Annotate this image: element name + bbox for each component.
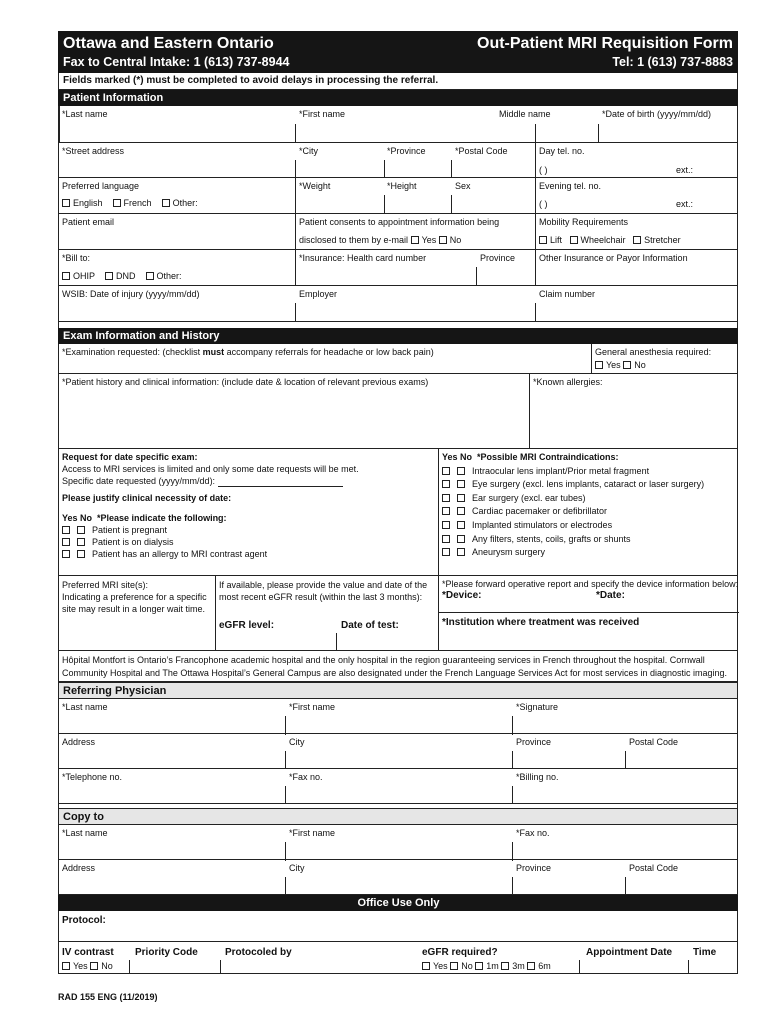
patient-row-language: Preferred language English French Other: *Weight *Height Sex Evening tel. no. ( ) ext.: bbox=[58, 178, 738, 214]
consent-no-checkbox[interactable] bbox=[439, 236, 447, 244]
patient-row-billing: *Bill to: OHIP DND Other: *Insurance: Health card number Province Other Insurance or Payor Information bbox=[58, 250, 738, 286]
iv-no-checkbox[interactable] bbox=[90, 962, 98, 970]
patient-city-label: *City bbox=[299, 146, 319, 156]
stretcher-checkbox[interactable] bbox=[633, 236, 641, 244]
evening-tel-label: Evening tel. no. bbox=[539, 181, 602, 191]
bill-to-label: *Bill to: bbox=[62, 253, 91, 263]
copy-province-label: Province bbox=[516, 863, 552, 873]
contra-yes-checkbox[interactable] bbox=[442, 535, 450, 543]
contra-no-checkbox[interactable] bbox=[457, 521, 465, 529]
anesthesia-no-checkbox[interactable] bbox=[623, 361, 631, 369]
site-egfr-row: Preferred MRI site(s): Indicating a preference for a specific site may result in a longer wait time. If available, please provide the value and date of the most recent eGFR result (within the last 3 months): eGFR level: Date of test: *Please forward operative report and specify the device information below: *Device: *Date: *Institution where treatment was received bbox=[58, 576, 738, 651]
protocoled-by-label: Protocoled by bbox=[225, 947, 292, 958]
dnd-checkbox[interactable] bbox=[105, 272, 113, 280]
exam-requested-row: *Examination requested: (checklist must accompany referrals for headache or low back pain) General anesthesia required: Yes No bbox=[58, 344, 738, 374]
egfr-no-checkbox[interactable] bbox=[450, 962, 458, 970]
patient-last-name-label: *Last name bbox=[62, 109, 108, 119]
history-label: *Patient history and clinical information: (include date & location of relevant previous exams) bbox=[62, 377, 429, 387]
contra-no-checkbox[interactable] bbox=[457, 507, 465, 515]
forward-report-label: *Please forward operative report and specify the device information below: bbox=[442, 579, 739, 589]
fax-number: Fax to Central Intake: 1 (613) 737-8944 bbox=[63, 55, 290, 69]
copy-city-label: City bbox=[289, 863, 305, 873]
iv-yes-checkbox[interactable] bbox=[62, 962, 70, 970]
patient-middle-name-label: Middle name bbox=[499, 109, 551, 119]
date-of-test-label: Date of test: bbox=[341, 620, 399, 631]
physician-section-title: Referring Physician bbox=[58, 682, 738, 698]
contra-no-checkbox[interactable] bbox=[457, 467, 465, 475]
egfr-level-label: eGFR level: bbox=[219, 620, 275, 631]
dialysis-no-checkbox[interactable] bbox=[77, 538, 85, 546]
copy-row-address bbox=[58, 860, 738, 895]
pregnant-yes-checkbox[interactable] bbox=[62, 526, 70, 534]
contra-yes-checkbox[interactable] bbox=[442, 507, 450, 515]
preferred-language-label: Preferred language bbox=[62, 181, 140, 191]
consent-text: Patient consents to appointment information being bbox=[299, 217, 500, 227]
physician-signature-label: *Signature bbox=[516, 702, 559, 712]
sex-label: Sex bbox=[455, 181, 471, 191]
mobility-label: Mobility Requirements bbox=[539, 217, 629, 227]
date-specific-title: Request for date specific exam: bbox=[62, 452, 198, 462]
contra-no-checkbox[interactable] bbox=[457, 535, 465, 543]
form-header bbox=[58, 31, 738, 73]
patient-dob-label: *Date of birth (yyyy/mm/dd) bbox=[602, 109, 712, 119]
copy-first-name-label: *First name bbox=[289, 828, 336, 838]
physician-billing-label: *Billing no. bbox=[516, 772, 559, 782]
office-details-row: IV contrast Yes No Priority Code Protocoled by eGFR required? Yes No 1m 3m 6m Appointment Date Time bbox=[58, 942, 738, 974]
contra-no-checkbox[interactable] bbox=[457, 480, 465, 488]
patient-row-wsib bbox=[58, 286, 738, 322]
contra-no-checkbox[interactable] bbox=[457, 548, 465, 556]
date-specific-row: Request for date specific exam: Access to MRI services is limited and only some date requests will be met. Specific date requested (yyyy/mm/dd): Please justify clinical necessity of date: Yes No *Please indicate the following: Patient is pregnant Patient is on dialysis Patient has an allergy to MRI contrast agent Yes No *Possible MRI Contraindications: Intraocular lens implant/Prior metal fragment Eye surgery (excl. lens implants, cataract or laser surgery) Ear surgery (excl. ear tubes) Cardiac pacemaker or defibrillator Implanted stimulators or electrodes Any filters, stents, coils, grafts or shunts Aneurysm surgery bbox=[58, 449, 738, 576]
copy-section-title: Copy to bbox=[58, 808, 738, 824]
insurance-province-label: Province bbox=[480, 253, 516, 263]
copy-fax-label: *Fax no. bbox=[516, 828, 550, 838]
physician-province-label: Province bbox=[516, 737, 552, 747]
org-name: Ottawa and Eastern Ontario bbox=[63, 35, 274, 52]
egfr-3m-checkbox[interactable] bbox=[501, 962, 509, 970]
requisition-form bbox=[58, 31, 738, 974]
contraindications-list: Yes No *Possible MRI Contraindications: Intraocular lens implant/Prior metal fragment Eye surgery (excl. lens implants, cataract or laser surgery) Ear surgery (excl. ear tubes) Cardiac pacemaker or defibrillator Implanted stimulators or electrodes Any filters, stents, coils, grafts or shunts Aneurysm surgery bbox=[442, 452, 705, 558]
physician-row-name bbox=[58, 698, 738, 734]
date-label: *Date: bbox=[596, 590, 625, 601]
office-section-title: Office Use Only bbox=[58, 895, 738, 911]
patient-first-name-label: *First name bbox=[299, 109, 346, 119]
consent-yes-checkbox[interactable] bbox=[411, 236, 419, 244]
form-code: RAD 155 ENG (11/2019) bbox=[58, 992, 158, 1002]
contra-yes-checkbox[interactable] bbox=[442, 548, 450, 556]
lift-checkbox[interactable] bbox=[539, 236, 547, 244]
physician-telephone-label: *Telephone no. bbox=[62, 772, 123, 782]
physician-fax-label: *Fax no. bbox=[289, 772, 323, 782]
patient-province-label: *Province bbox=[387, 146, 426, 156]
contra-no-checkbox[interactable] bbox=[457, 494, 465, 502]
physician-row-phone bbox=[58, 769, 738, 804]
specific-date-input[interactable] bbox=[218, 479, 343, 487]
copy-row-name bbox=[58, 824, 738, 860]
preferred-site-label: Preferred MRI site(s): bbox=[62, 580, 149, 590]
patient-email-label: Patient email bbox=[62, 217, 115, 227]
patient-street-label: *Street address bbox=[62, 146, 125, 156]
english-checkbox[interactable] bbox=[62, 199, 70, 207]
contra-yes-checkbox[interactable] bbox=[442, 494, 450, 502]
anesthesia-yes-checkbox[interactable] bbox=[595, 361, 603, 369]
anesthesia-label: General anesthesia required: bbox=[595, 347, 712, 357]
physician-address-label: Address bbox=[62, 737, 96, 747]
patient-postal-label: *Postal Code bbox=[455, 146, 508, 156]
physician-last-name-label: *Last name bbox=[62, 702, 108, 712]
copy-last-name-label: *Last name bbox=[62, 828, 108, 838]
iv-contrast-label: IV contrast bbox=[62, 947, 114, 958]
exam-requested-label: *Examination requested: (checklist must accompany referrals for headache or low back pain) bbox=[62, 347, 434, 357]
copy-address-label: Address bbox=[62, 863, 96, 873]
wsib-label: WSIB: Date of injury (yyyy/mm/dd) bbox=[62, 289, 200, 299]
physician-postal-label: Postal Code bbox=[629, 737, 679, 747]
employer-label: Employer bbox=[299, 289, 338, 299]
time-label: Time bbox=[693, 947, 717, 958]
montfort-note: Hôpital Montfort is Ontario’s Francophone academic hospital and the only hospital in the region guaranteeing services in French throughout the hospital. Cornwall Community Hospital and The Ottawa Hospital’s General Campus are also designated under the French Language Services Act for most services in diagnostic imaging. bbox=[58, 651, 738, 682]
patient-name-fields[interactable] bbox=[59, 106, 739, 142]
contrast-allergy-no-checkbox[interactable] bbox=[77, 550, 85, 558]
specific-date-label: Specific date requested (yyyy/mm/dd): bbox=[62, 475, 359, 487]
other-bill-checkbox[interactable] bbox=[146, 272, 154, 280]
french-checkbox[interactable] bbox=[113, 199, 121, 207]
wheelchair-checkbox[interactable] bbox=[570, 236, 578, 244]
appointment-date-label: Appointment Date bbox=[586, 947, 673, 958]
allergies-label: *Known allergies: bbox=[533, 377, 603, 387]
contraindications-title: *Possible MRI Contraindications: bbox=[477, 452, 619, 462]
patient-section-title: Patient Information bbox=[58, 90, 738, 106]
contra-yes-checkbox[interactable] bbox=[442, 521, 450, 529]
weight-label: *Weight bbox=[299, 181, 331, 191]
patient-day-tel-label: Day tel. no. bbox=[539, 146, 585, 156]
dialysis-yes-checkbox[interactable] bbox=[62, 538, 70, 546]
priority-code-label: Priority Code bbox=[135, 947, 198, 958]
patient-row-name bbox=[58, 106, 738, 143]
pregnant-no-checkbox[interactable] bbox=[77, 526, 85, 534]
patient-address-fields[interactable] bbox=[59, 143, 739, 177]
egfr-1m-checkbox[interactable] bbox=[475, 962, 483, 970]
egfr-required-label: eGFR required? bbox=[422, 947, 498, 958]
exam-section-title: Exam Information and History bbox=[58, 328, 738, 344]
copy-postal-label: Postal Code bbox=[629, 863, 679, 873]
protocol-row[interactable] bbox=[58, 911, 738, 942]
contra-yes-checkbox[interactable] bbox=[442, 467, 450, 475]
insurance-label: *Insurance: Health card number bbox=[299, 253, 427, 263]
form-title: Out-Patient MRI Requisition Form bbox=[477, 35, 733, 52]
institution-label: *Institution where treatment was received bbox=[442, 617, 640, 628]
ohip-checkbox[interactable] bbox=[62, 272, 70, 280]
protocol-label: Protocol: bbox=[62, 915, 106, 926]
contra-yes-checkbox[interactable] bbox=[442, 480, 450, 488]
patient-row-email: Patient email Patient consents to appointment information being disclosed to them by e-mail Yes No Mobility Requirements Lift Wheelchair Stretcher bbox=[58, 214, 738, 250]
other-insurance-label: Other Insurance or Payor Information bbox=[539, 253, 688, 263]
device-label: *Device: bbox=[442, 590, 482, 601]
height-label: *Height bbox=[387, 181, 417, 191]
physician-row-address bbox=[58, 734, 738, 769]
egfr-info: If available, please provide the value and date of the bbox=[219, 580, 428, 590]
contrast-allergy-yes-checkbox[interactable] bbox=[62, 550, 70, 558]
patient-row-address: *Street address *City *Province *Postal Code Day tel. no. ( ) ext.: bbox=[58, 143, 738, 178]
physician-first-name-label: *First name bbox=[289, 702, 336, 712]
tel-number: Tel: 1 (613) 737-8883 bbox=[612, 55, 733, 69]
egfr-yes-checkbox[interactable] bbox=[422, 962, 430, 970]
physician-city-label: City bbox=[289, 737, 305, 747]
claim-label: Claim number bbox=[539, 289, 596, 299]
required-note: Fields marked (*) must be completed to avoid delays in processing the referral. bbox=[58, 73, 738, 90]
egfr-6m-checkbox[interactable] bbox=[527, 962, 535, 970]
history-row[interactable] bbox=[58, 374, 738, 449]
justify-label: Please justify clinical necessity of date: bbox=[62, 493, 232, 503]
other-language-checkbox[interactable] bbox=[162, 199, 170, 207]
